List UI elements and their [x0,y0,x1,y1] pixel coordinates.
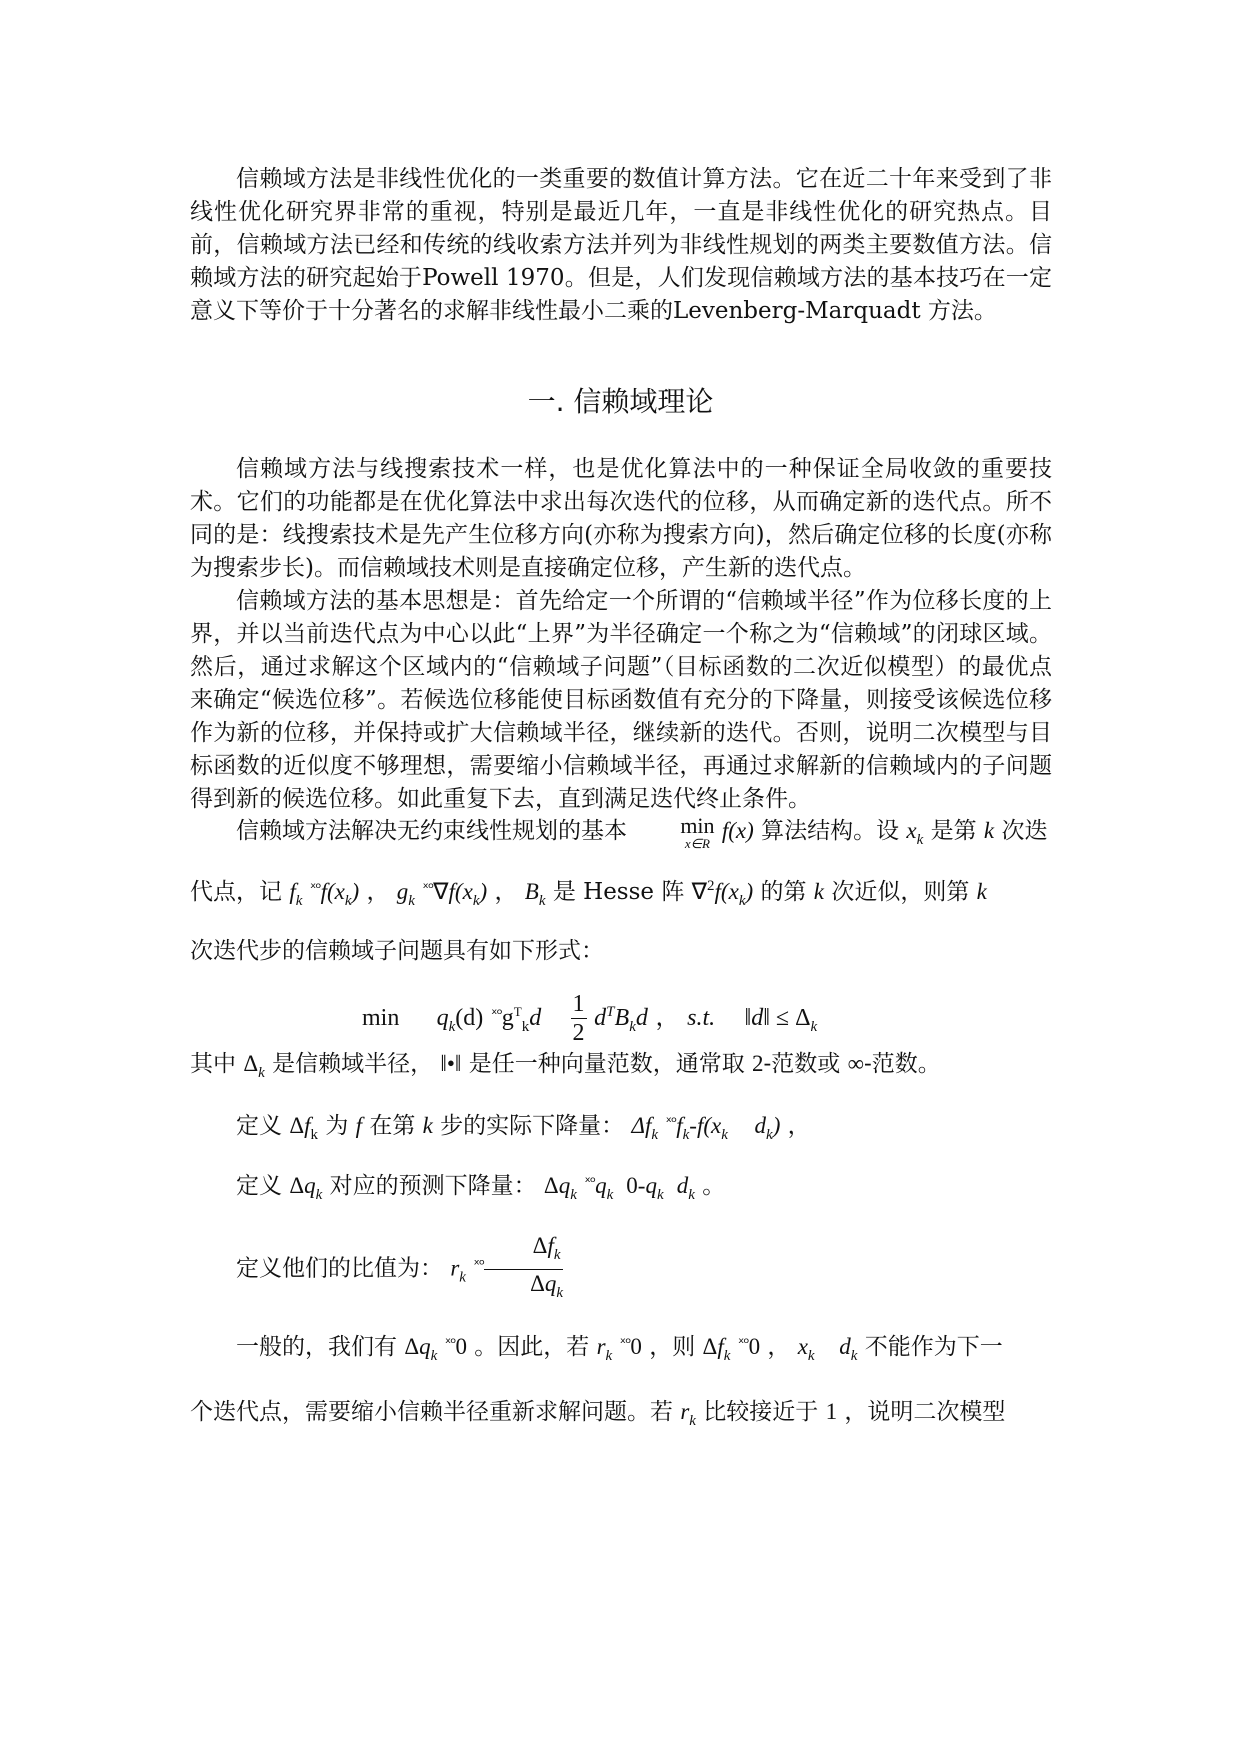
norm-symbol: ‖•‖ [440,1051,462,1076]
garbled-symbol: ˣᵒ [444,1334,456,1352]
garbled-symbol: ˣᵒ [473,1255,485,1274]
one-half-fraction: $\frac{1}{2}$ [572,991,585,1046]
paragraph-2-text: 信赖域方法的基本思想是：首先给定一个所谓的“信赖域半径”作为位移长度的上界，并以当前迭代点为中心以此“上界”为半径确定一个称之为“信赖域”的闭球区域。然后，通过求解这个区域内的“信赖域子问题”（目标函数的二次近似模型）的最优点来确定“候选位移”。若候选位移能使目标函数值有充分的下降量，则接受该候选位移作为新的位移，并保持或扩大信赖域半径，继续新的迭代。否则，说明二次模型与目标函数的近似度不够理想，需要缩小信赖域半径，再通过求解新的信赖域内的子问题得到新的候选位移。如此重复下去，直到满足迭代终止条件。 [190,588,1052,812]
definition-ratio: 定义他们的比值为： $r_k$ $^{ˣᵒ}$ $\frac{\Delta f_k}{\Delta q_k}$ [190,1232,1052,1307]
var-x: x [906,818,917,843]
infinity-symbol: ∞ [847,1051,864,1076]
intro-paragraph [190,163,1052,328]
min-operator: min x∈R [680,813,715,851]
section-paragraph-1 [190,453,1052,585]
paragraph-1-text: 信赖域方法与线搜索技术一样，也是优化算法中的一种保证全局收敛的重要技术。它们的功能都是在优化算法中求出每次迭代的位移，从而确定新的迭代点。所不同的是：线搜索技术是先产生位移方向(亦称为搜索方向)，然后确定位移的长度(亦称为搜索步长)。而信赖域技术则是直接确定位移，产生新的迭代点。 [190,456,1052,581]
notation-line: 代点，记 $f_k$ $^{ˣᵒ}f(x_k)$ ， $g_k$ $^{ˣᵒ}\nabla f(x_k)$ ， $B_k$ 是 Hesse 阵 $\nabla^2f(x_k)$ 的第 k 次近似，则第 k [190,878,987,909]
algorithm-text: 信赖域方法解决无约束线性规划的基本 [236,818,627,844]
subproblem-intro: 次迭代步的信赖域子问题具有如下形式： [190,938,604,964]
subproblem-equation: $\min q_k(d)$ $^{ˣᵒ}g^T_kd$ $\frac{1}{2}$ $d^TB_kd$ ， s.t. ‖d‖ ≤ $\Delta_k$ [362,991,818,1046]
garbled-symbol: ˣᵒ [619,1334,631,1352]
general-case-line: 一般的，我们有 $\Delta q_k$ $^{ˣᵒ}$0 。因此，若 $r_k$ $^{ˣᵒ}$0 ，则 $\Delta f_k$ $^{ˣᵒ}$0 ， $x_k$ $d_k$ 不能作为下一 [236,1334,1003,1364]
radius-line: 其中 $\Delta_k$ 是信赖域半径， ‖•‖ 是任一种向量范数，通常取 2-范数或 ∞-范数。 [190,1051,941,1081]
algorithm-line: 信赖域方法解决无约束线性规划的基本 min x∈R f(x) 算法结构。设 $x_k$ 是第 k 次迭 [236,813,1048,851]
algorithm-text-2: 算法结构。设 [761,818,900,844]
garbled-symbol: ˣᵒ [309,879,321,897]
section-heading: 一. 信赖域理论 [527,385,714,418]
definition-actual-reduction: 定义 $\Delta f_k$ 为 f 在第 k 步的实际下降量： $\Delta f_k$ $^{ˣᵒ}f_k-f(x_k$ $d_k$) ， [236,1113,811,1143]
last-line: 个迭代点，需要缩小信赖半径重新求解问题。若 $r_k$ 比较接近于 1 ，说明二次模型 [190,1399,1006,1429]
definition-predicted-reduction: 定义 $\Delta q_k$ 对应的预测下降量： $\Delta q_k$ $^{ˣᵒ}q_k$ $0-q_k$ $d_k$ 。 [236,1173,726,1203]
garbled-symbol: ˣᵒ [490,1005,502,1023]
garbled-symbol: ˣᵒ [422,879,434,897]
intro-text: 信赖域方法是非线性优化的一类重要的数值计算方法。它在近二十年来受到了非线性优化研究界非常的重视，特别是最近几年，一直是非线性优化的研究热点。目前，信赖域方法已经和传统的线收索方法并列为非线性规划的两类主要数值方法。信赖域方法的研究起始于Powell 1970。但是，人们发现信赖域方法的基本技巧在一定意义下等价于十分著名的求解非线性最小二乘的Levenberg-Marquadt 方法。 [190,166,1052,324]
garbled-symbol: ˣᵒ [737,1334,749,1352]
objective-fx: f(x) [721,818,754,843]
garbled-symbol: ˣᵒ [584,1173,596,1191]
ratio-fraction: $\frac{\Delta f_k}{\Delta q_k}$ [484,1232,563,1307]
section-paragraph-2 [190,585,1052,816]
garbled-symbol: ˣᵒ [665,1113,677,1131]
